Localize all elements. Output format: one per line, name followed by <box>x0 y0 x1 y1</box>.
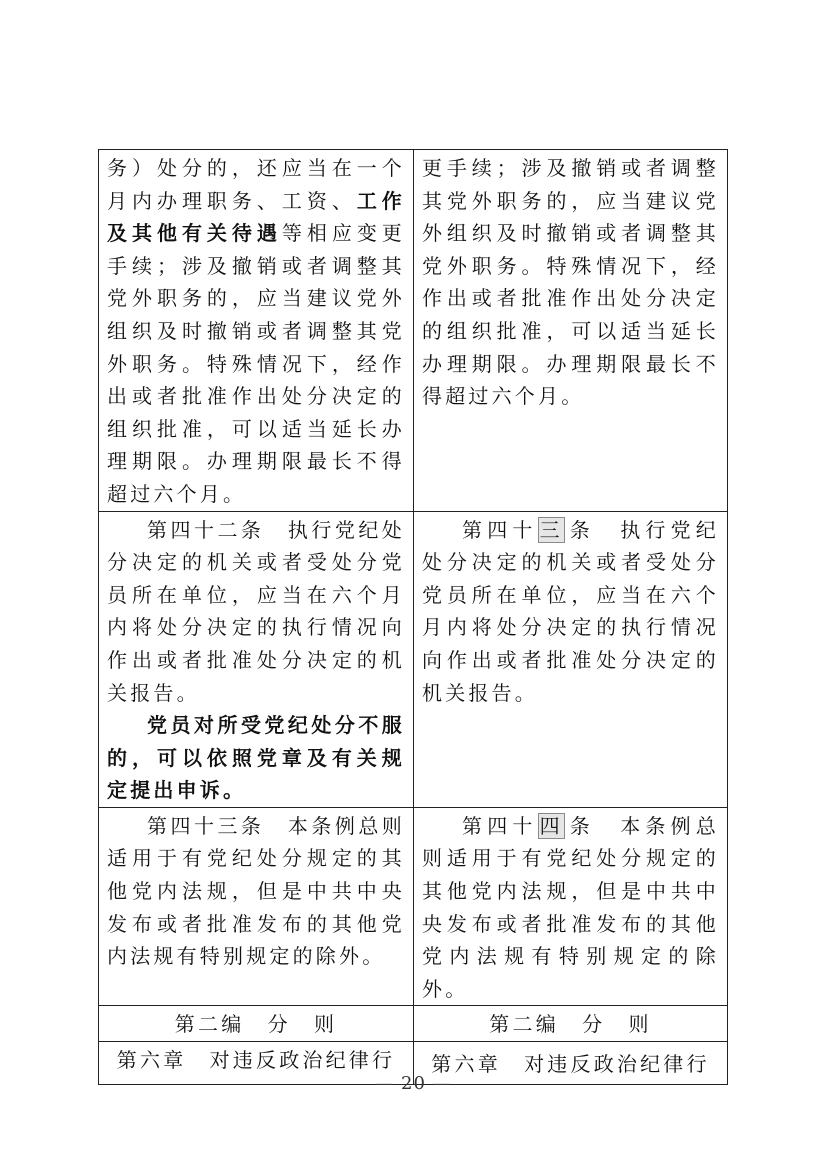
text-span: 第四十 <box>462 813 538 838</box>
table-row <box>99 807 728 1006</box>
new-text-cell <box>414 150 728 512</box>
text-span: 条 执行党纪处分决定的机关或者受处分党员所在单位，应当在六个月内将处分决定的执行情况向作出或者批准处分决定的机关报告。 <box>422 517 720 705</box>
comparison-table <box>98 149 728 1085</box>
paragraph <box>107 152 405 511</box>
part-heading: 第二编 分 则 <box>489 1012 652 1037</box>
paragraph: 更手续；涉及撤销或者调整其党外职务的，应当建议党外组织及时撤销或者调整其党外职务。特殊情况下，经作出或者批准作出处分决定的组织批准，可以适当延长办理期限。办理期限最长不得超过六个月。 <box>422 156 719 409</box>
changed-number-highlight: 三 <box>539 517 563 542</box>
text-span: 务）处分的，还应当在一个月内办理职务、工资、 <box>107 156 405 213</box>
changed-number-highlight: 四 <box>539 813 563 838</box>
appeal-paragraph-bold: 党员对所受党纪处分不服的，可以依照党章及有关规定提出申诉。 <box>107 713 405 803</box>
table-row <box>99 150 728 512</box>
added-text-bold: 工作及其他有关待遇 <box>107 188 405 246</box>
part-heading: 第二编 分 则 <box>174 1012 338 1037</box>
old-text-cell <box>99 150 414 512</box>
text-span: 第四十 <box>462 517 538 542</box>
article-44-paragraph <box>422 810 719 1006</box>
old-part-heading-cell <box>99 1006 414 1042</box>
page-number: — 20 — <box>375 1073 452 1094</box>
article-42-paragraph: 第四十二条 执行党纪处分决定的机关或者受处分党员所在单位，应当在六个月内将处分决定的执行情况向作出或者批准处分决定的机关报告。 <box>107 517 405 705</box>
old-text-cell <box>99 807 414 1006</box>
new-part-heading-cell <box>414 1006 728 1042</box>
new-text-cell <box>414 511 728 807</box>
text-span: 等相应变更手续；涉及撤销或者调整其党外职务的，应当建议党外组织及时撤销或者调整其党外职务。特殊情况下，经作出或者批准作出处分决定的组织批准，可以适当延长办理期限。办理期限最长不得超过六个月。 <box>107 221 405 506</box>
new-text-cell <box>414 807 728 1006</box>
table-row <box>99 1006 728 1042</box>
old-text-cell <box>99 511 414 807</box>
text-span: 条 本条例总则适用于有党纪处分规定的其他党内法规，但是中共中央发布或者批准发布的其他党内法规有特别规定的除外。 <box>422 813 720 1001</box>
article-43-old-paragraph: 第四十三条 本条例总则适用于有党纪处分规定的其他党内法规，但是中共中央发布或者批准发布的其他党内法规有特别规定的除外。 <box>107 813 405 969</box>
chapter-heading: 第六章 对违反政治纪律行 <box>116 1048 396 1073</box>
chapter-heading: 第六章 对违反政治纪律行 <box>431 1052 710 1077</box>
article-43-paragraph <box>422 514 719 710</box>
table-row <box>99 511 728 807</box>
